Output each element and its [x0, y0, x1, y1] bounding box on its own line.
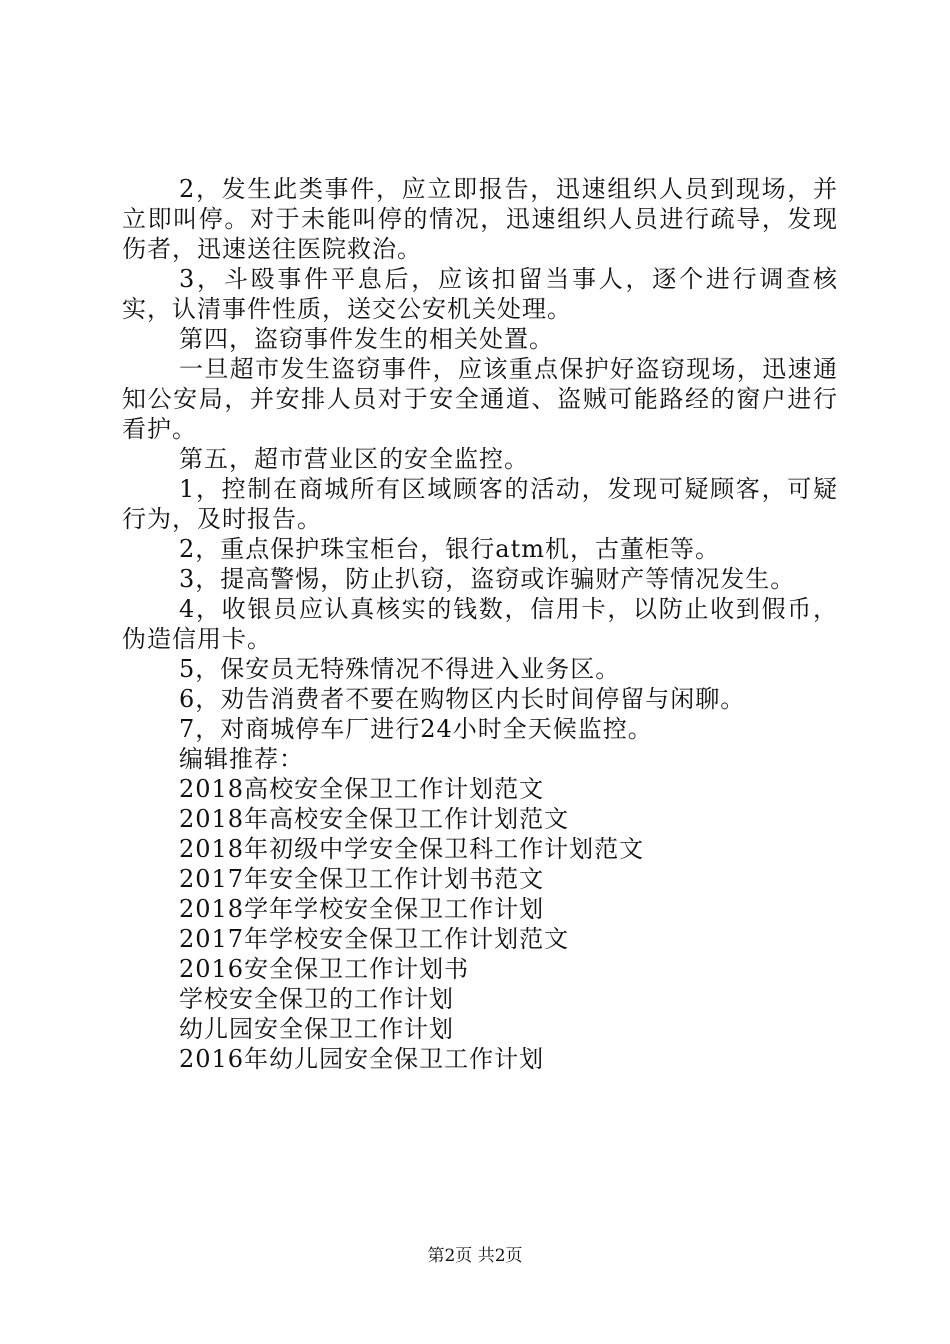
recommend-link[interactable]: 2017年学校安全保卫工作计划范文 — [179, 925, 570, 953]
recommend-link[interactable]: 2018年高校安全保卫工作计划范文 — [179, 805, 570, 833]
paragraph: 5，保安员无特殊情况不得进入业务区。 — [179, 655, 621, 683]
recommend-heading: 编辑推荐： — [179, 745, 304, 773]
section-heading: 第五，超市营业区的安全监控。 — [179, 445, 529, 473]
recommend-link[interactable]: 2018年初级中学安全保卫科工作计划范文 — [179, 835, 645, 863]
paragraph: 6，劝告消费者不要在购物区内长时间停留与闲聊。 — [179, 685, 746, 713]
paragraph: 4，收银员应认真核实的钱数，信用卡，以防止收到假币，伪造信用卡。 — [122, 595, 838, 653]
recommend-link[interactable]: 2017年安全保卫工作计划书范文 — [179, 865, 545, 893]
section-heading: 第四，盗窃事件发生的相关处置。 — [179, 325, 554, 353]
recommend-link[interactable]: 学校安全保卫的工作计划 — [179, 985, 454, 1013]
recommend-link[interactable]: 2018高校安全保卫工作计划范文 — [179, 775, 545, 803]
recommend-link[interactable]: 2018学年学校安全保卫工作计划 — [179, 895, 545, 923]
recommend-link[interactable]: 2016年幼儿园安全保卫工作计划 — [179, 1045, 545, 1073]
paragraph: 3，斗殴事件平息后，应该扣留当事人，逐个进行调查核实，认清事件性质，送交公安机关处理。 — [122, 265, 838, 323]
page-number-footer: 第2页 共2页 — [427, 1246, 523, 1266]
paragraph: 7，对商城停车厂进行24小时全天候监控。 — [179, 715, 653, 743]
paragraph: 2，发生此类事件，应立即报告，迅速组织人员到现场，并立即叫停。对于未能叫停的情况，迅速组织人员进行疏导，发现伤者，迅速送往医院救治。 — [122, 175, 838, 263]
paragraph: 2，重点保护珠宝柜台，银行atm机，古董柜等。 — [179, 535, 720, 563]
recommend-link[interactable]: 2016安全保卫工作计划书 — [179, 955, 470, 983]
paragraph: 1，控制在商城所有区域顾客的活动，发现可疑顾客，可疑行为，及时报告。 — [122, 475, 838, 533]
recommend-link[interactable]: 幼儿园安全保卫工作计划 — [179, 1015, 454, 1043]
paragraph: 3，提高警惕，防止扒窃，盗窃或诈骗财产等情况发生。 — [179, 565, 796, 593]
recommend-list — [122, 774, 838, 1074]
paragraph: 一旦超市发生盗窃事件，应该重点保护好盗窃现场，迅速通知公安局，并安排人员对于安全通道、盗贼可能路经的窗户进行看护。 — [122, 355, 838, 443]
document-body — [122, 174, 838, 1074]
